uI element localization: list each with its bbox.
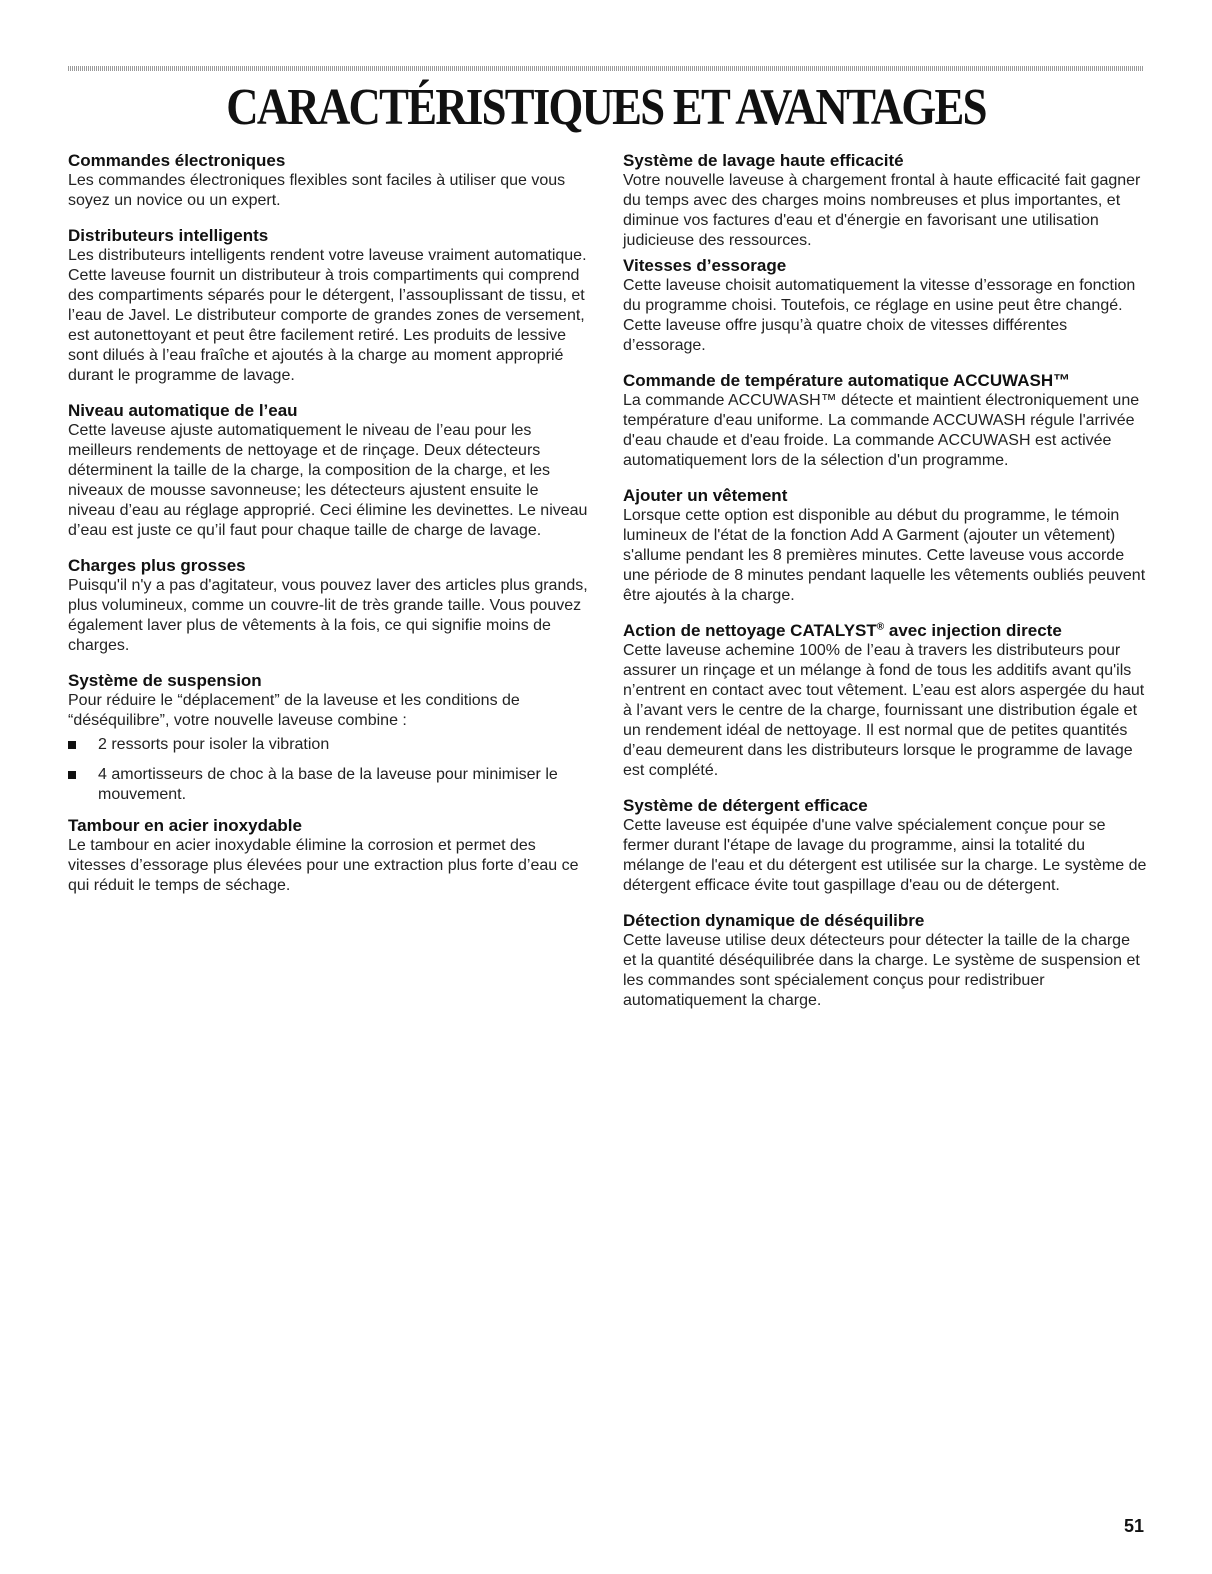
section-body: Les distributeurs intelligents rendent votre laveuse vraiment automatique. Cette laveuse fournit un distributeur à trois compartiments qui comprend des compartiments séparés pour le détergent, l’assouplissant de tissu, et l’eau de Javel. Le distributeur comporte de grandes zones de versement, est autonettoyant et peut être facilement retiré. Les produits de lessive sont dilués à l’eau fraîche et ajoutés à la charge au moment approprié durant le programme de lavage. — [68, 247, 587, 384]
section-detection-desequilibre — [623, 910, 1147, 1011]
section-heading: Système de lavage haute efficacité — [623, 151, 904, 170]
heading-part: Action de nettoyage CATALYST — [623, 621, 877, 640]
section-body: Pour réduire le “déplacement” de la laveuse et les conditions de “déséquilibre”, votre nouvelle laveuse combine : — [68, 692, 520, 729]
section-body: Cette laveuse choisit automatiquement la vitesse d’essorage en fonction du programme choisi. Toutefois, ce réglage en usine peut être changé. Cette laveuse offre jusqu’à quatre choix de vitesses différentes d’essorage. — [623, 277, 1136, 354]
list-item: 4 amortisseurs de choc à la base de la laveuse pour minimiser le mouvement. — [68, 765, 588, 805]
section-niveau-automatique — [68, 400, 588, 541]
section-body: Cette laveuse utilise deux détecteurs pour détecter la taille de la charge et la quantité déséquilibrée dans la charge. Le système de suspension et les commandes sont spécialement conçus pour redistribuer automatiquement la charge. — [623, 932, 1140, 1009]
section-heading: Commandes électroniques — [68, 151, 286, 170]
section-heading: Système de détergent efficace — [623, 796, 868, 815]
section-catalyst — [623, 620, 1147, 781]
section-heading: Vitesses d’essorage — [623, 256, 787, 275]
section-tambour-acier — [68, 815, 588, 896]
section-distributeurs-intelligents — [68, 225, 588, 386]
section-systeme-suspension — [68, 670, 588, 805]
heading-part: avec injection directe — [884, 621, 1062, 640]
section-heading: Tambour en acier inoxydable — [68, 816, 302, 835]
section-heading: Commande de température automatique ACCUWASH™ — [623, 371, 1071, 390]
section-heading: Niveau automatique de l’eau — [68, 401, 298, 420]
section-heading: Ajouter un vêtement — [623, 486, 788, 505]
page-number: 51 — [1123, 1516, 1144, 1536]
section-body: Cette laveuse achemine 100% de l’eau à travers les distributeurs pour assurer un rinçage et un mélange à fond de tous les additifs avant qu'ils n’entrent en contact avec tout vêtement. L’eau est alors aspergée du haut à l’avant vers le centre de la charge, fournissant une distribution égale et un rendement idéal de nettoyage. Il est normal que de petites quantités d’eau demeurent dans les distributeurs lorsque le programme de lavage est complété. — [623, 642, 1145, 779]
section-heading: Système de suspension — [68, 671, 262, 690]
section-body: Cette laveuse est équipée d'une valve spécialement conçue pour se fermer durant l'étape de lavage du programme, ainsi la totalité du mélange de l'eau et du détergent est utilisée sur la charge. Le système de détergent efficace évite tout gaspillage d'eau ou de détergent. — [623, 817, 1147, 894]
section-commandes-electroniques — [68, 150, 588, 211]
section-detergent-efficace — [623, 795, 1147, 896]
section-lavage-haute-efficacite — [623, 150, 1147, 251]
section-heading — [623, 620, 1147, 641]
section-ajouter-vetement — [623, 485, 1147, 606]
section-heading: Distributeurs intelligents — [68, 226, 269, 245]
section-body: Le tambour en acier inoxydable élimine la corrosion et permet des vitesses d’essorage plus élevées pour une extraction plus forte d’eau ce qui réduit le temps de séchage. — [68, 837, 579, 894]
section-body: Cette laveuse ajuste automatiquement le niveau de l’eau pour les meilleurs rendements de nettoyage et de rinçage. Deux détecteurs déterminent la taille de la charge, la composition de la charge, et les niveaux de mousse savonneuse; les détecteurs ajustent ensuite le niveau d’eau au réglage approprié. Ceci élimine les devinettes. Le niveau d’eau est juste ce qu’il faut pour chaque taille de charge de lavage. — [68, 422, 588, 539]
section-body: Lorsque cette option est disponible au début du programme, le témoin lumineux de l'état de la fonction Add A Garment (ajouter un vêtement) s'allume pendant les 8 premières minutes. Cette laveuse vous accorde une période de 8 minutes pendant laquelle les vêtements oubliés peuvent être ajoutés à la charge. — [623, 507, 1146, 604]
list-item: 2 ressorts pour isoler la vibration — [68, 735, 588, 755]
section-heading: Charges plus grosses — [68, 556, 246, 575]
section-charges-plus-grosses — [68, 555, 588, 656]
bullet-list — [68, 735, 588, 805]
left-column — [68, 150, 588, 896]
section-body: Votre nouvelle laveuse à chargement frontal à haute efficacité fait gagner du temps avec des charges moins nombreuses et plus importantes, et diminue vos factures d'eau et d'énergie en favorisant une utilisation judicieuse des ressources. — [623, 172, 1141, 249]
top-rule — [68, 66, 1144, 71]
section-heading: Détection dynamique de déséquilibre — [623, 911, 925, 930]
registered-mark: ® — [876, 621, 885, 633]
section-vitesses-essorage — [623, 255, 1147, 356]
section-body: La commande ACCUWASH™ détecte et maintient électroniquement une température d'eau uniforme. La commande ACCUWASH régule l'arrivée d'eau chaude et d'eau froide. La commande ACCUWASH est activée automatiquement lors de la sélection d'un programme. — [623, 392, 1140, 469]
right-column — [623, 150, 1147, 1011]
section-body: Les commandes électroniques flexibles sont faciles à utiliser que vous soyez un novice ou un expert. — [68, 172, 566, 209]
section-body: Puisqu'il n'y a pas d'agitateur, vous pouvez laver des articles plus grands, plus volumineux, comme un couvre-lit de très grande taille. Vous pouvez également laver plus de vêtements à la fois, ce qui signifie moins de charges. — [68, 577, 588, 654]
section-accuwash — [623, 370, 1147, 471]
page-title: CARACTÉRISTIQUES ET AVANTAGES — [226, 79, 986, 136]
